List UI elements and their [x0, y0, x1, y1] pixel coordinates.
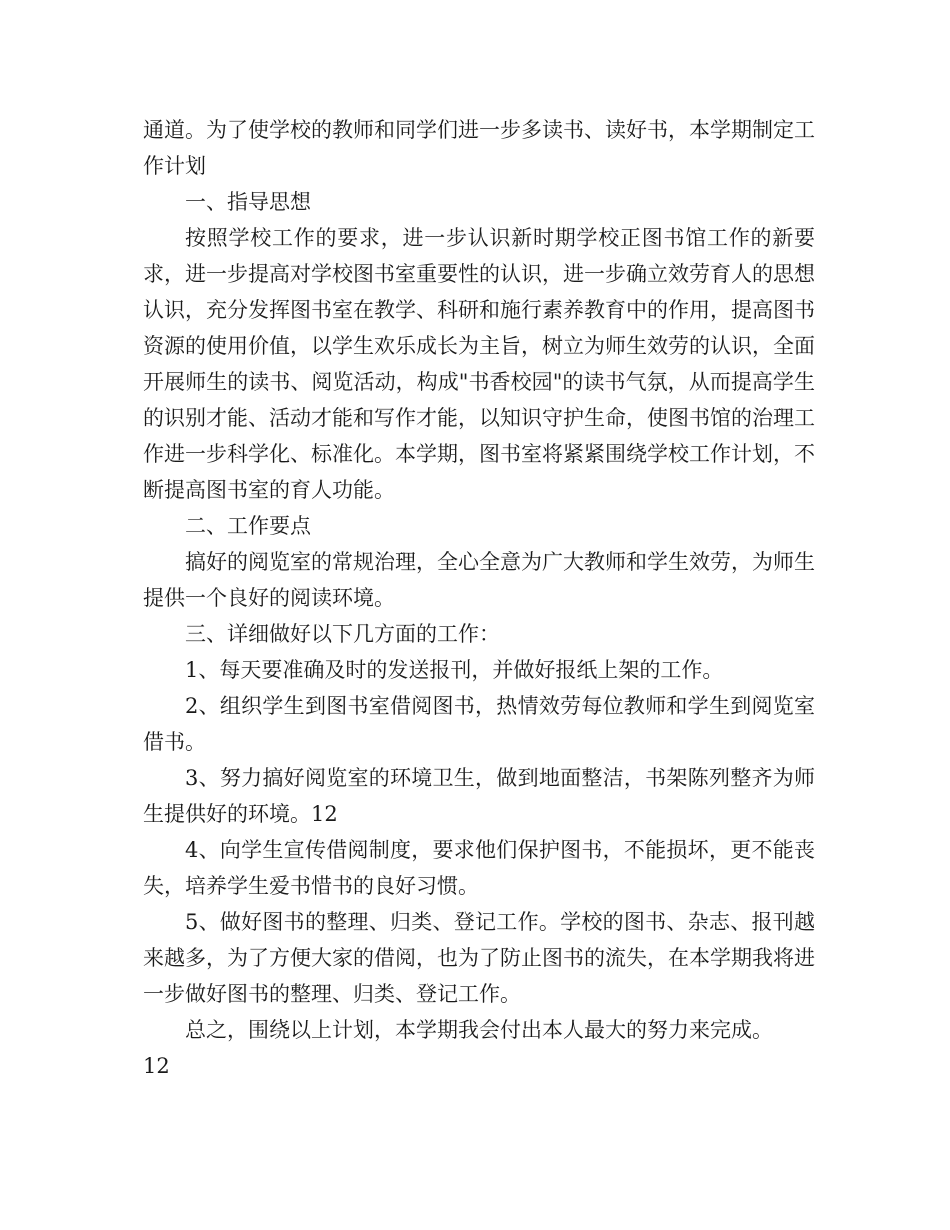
- heading-detailed-work: 三、详细做好以下几方面的工作：: [185, 622, 500, 646]
- document-body: [143, 112, 815, 1084]
- list-item-2: 2、组织学生到图书室借阅图书，热情效劳每位教师和学生到阅览室借书。: [143, 694, 815, 754]
- list-item-5: 5、做好图书的整理、归类、登记工作。学校的图书、杂志、报刊越来越多，为了方便大家的借阅，也为了防止图书的流失，在本学期我将进一步做好图书的整理、归类、登记工作。: [143, 910, 815, 1006]
- paragraph-intro: 通道。为了使学校的教师和同学们进一步多读书、读好书，本学期制定工作计划: [143, 118, 815, 178]
- paragraph-conclusion: 总之，围绕以上计划，本学期我会付出本人最大的努力来完成。: [185, 1018, 773, 1042]
- list-item-1: 1、每天要准确及时的发送报刊，并做好报纸上架的工作。: [185, 658, 724, 682]
- paragraph-work-points: 搞好的阅览室的常规治理，全心全意为广大教师和学生效劳，为师生提供一个良好的阅读环境。: [143, 550, 815, 610]
- list-item-3: 3、努力搞好阅览室的环境卫生，做到地面整洁，书架陈列整齐为师生提供好的环境。12: [143, 766, 815, 826]
- list-item-4: 4、向学生宣传借阅制度，要求他们保护图书，不能损坏，更不能丧失，培养学生爱书惜书的良好习惯。: [143, 838, 815, 898]
- heading-work-points: 二、工作要点: [185, 514, 311, 538]
- heading-guiding-thought: 一、指导思想: [185, 190, 311, 214]
- trailing-number: 12: [143, 1054, 170, 1078]
- paragraph-guiding-thought: 按照学校工作的要求，进一步认识新时期学校正图书馆工作的新要求，进一步提高对学校图书室重要性的认识，进一步确立效劳育人的思想认识，充分发挥图书室在教学、科研和施行素养教育中的作用，提高图书资源的使用价值，以学生欢乐成长为主旨，树立为师生效劳的认识，全面开展师生的读书、阅览活动，构成"书香校园"的读书气氛，从而提高学生的识别才能、活动才能和写作才能，以知识守护生命，使图书馆的治理工作进一步科学化、标准化。本学期，图书室将紧紧围绕学校工作计划，不断提高图书室的育人功能。: [143, 226, 815, 502]
